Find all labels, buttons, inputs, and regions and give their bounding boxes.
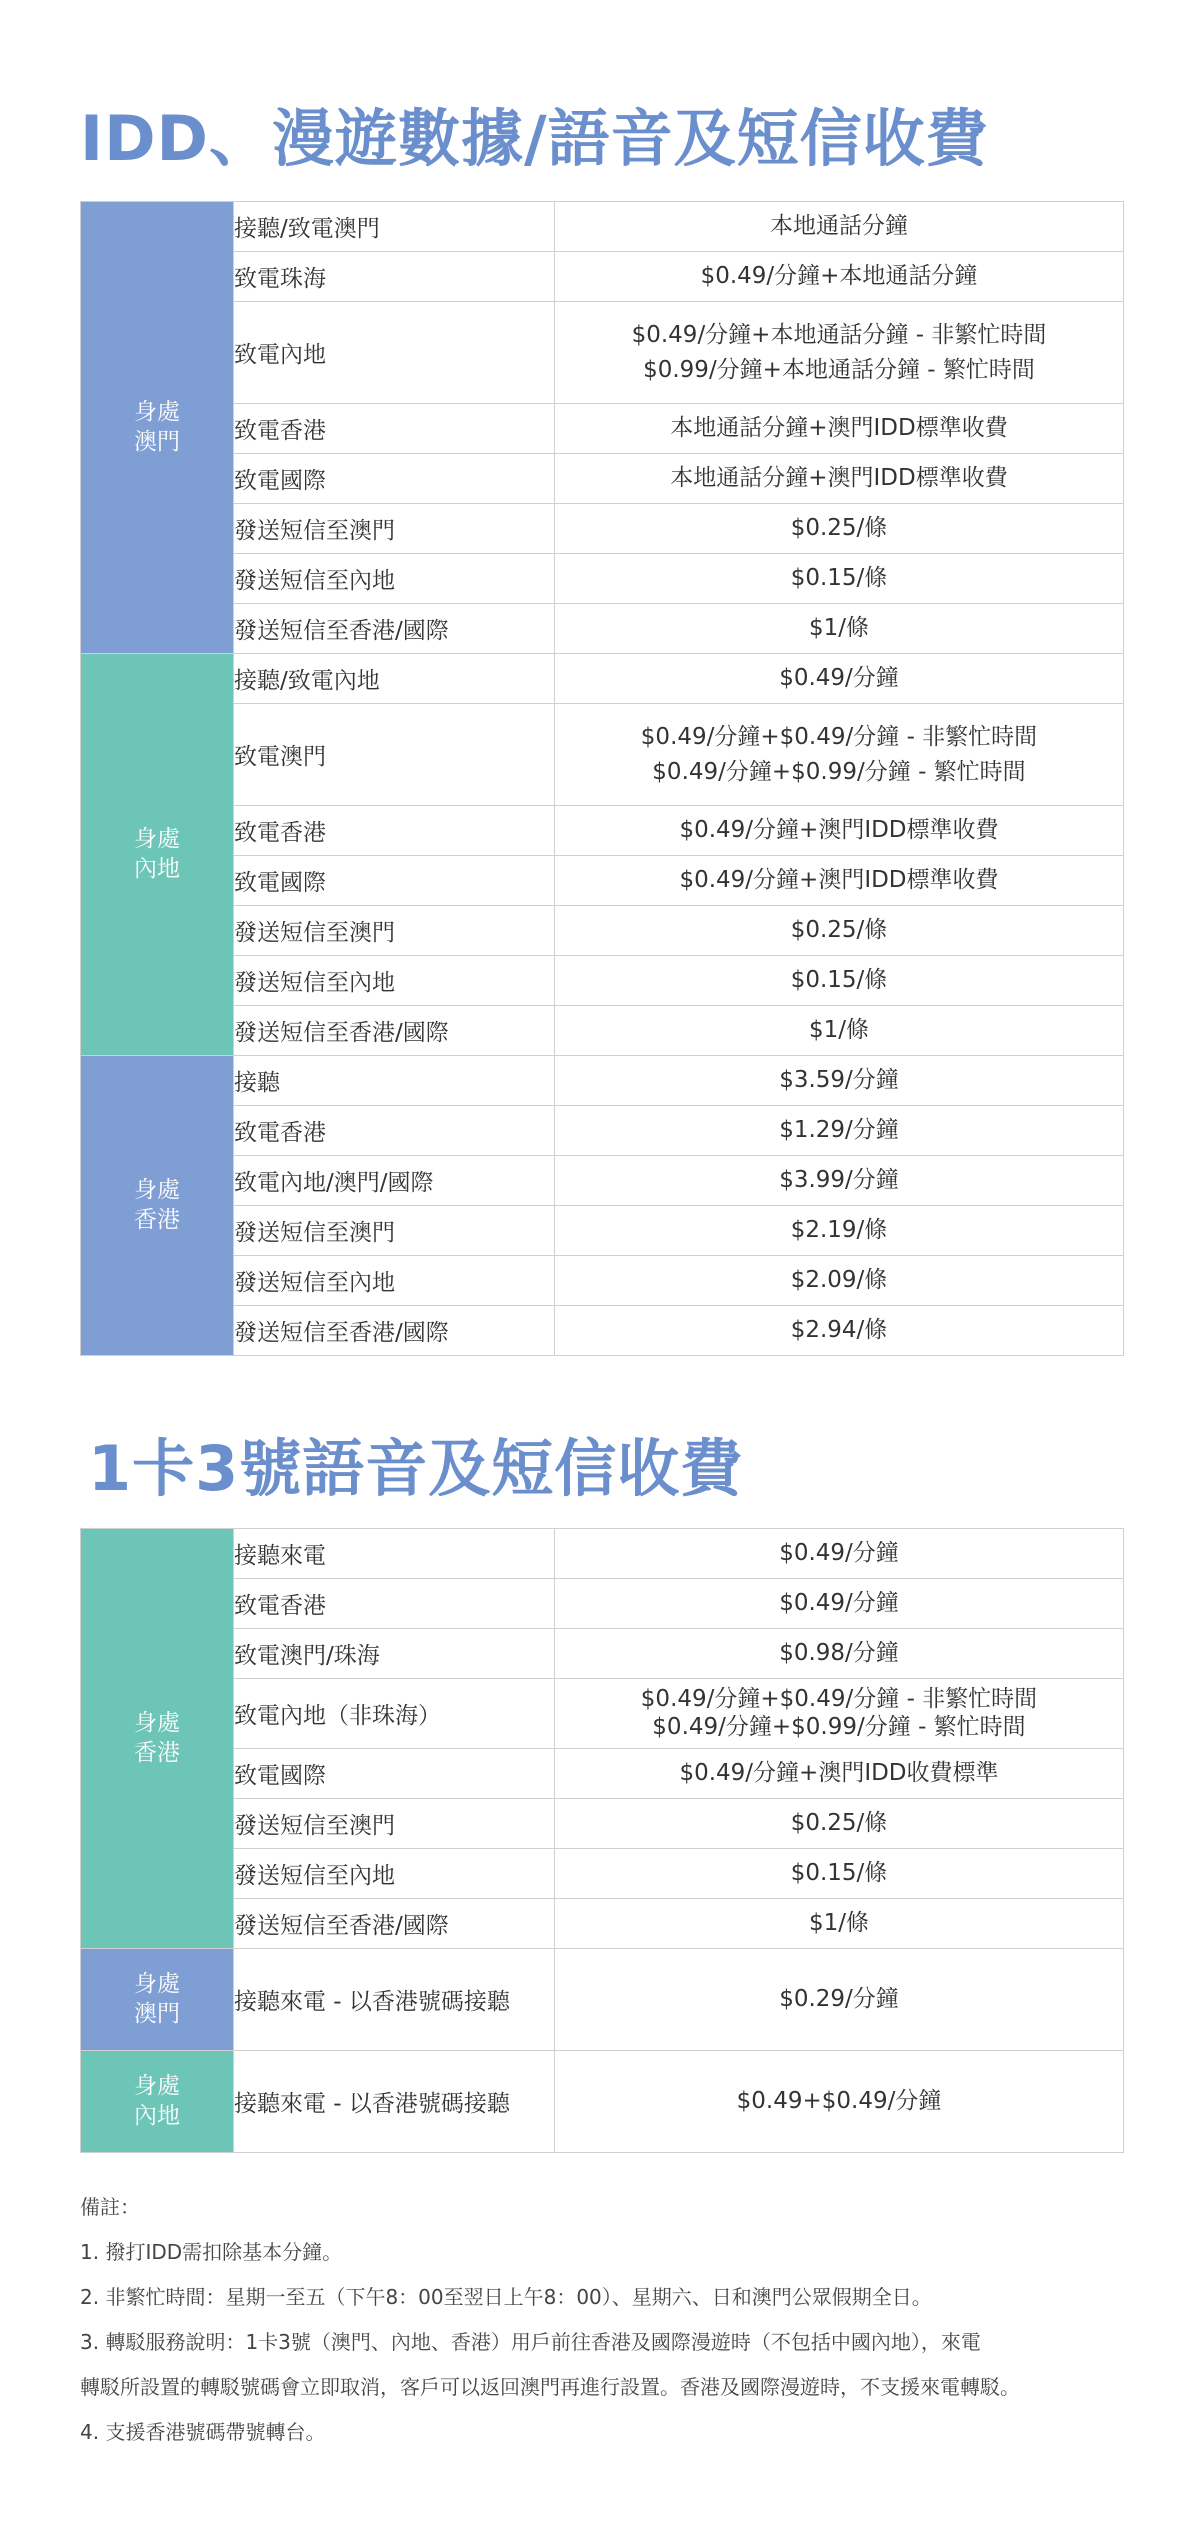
- rate-value: [555, 1799, 1124, 1849]
- rate-value: [555, 1579, 1124, 1629]
- service-item: 發送短信至澳門: [234, 1799, 555, 1849]
- rate-value: [555, 1056, 1124, 1106]
- note-line: 1. 撥打IDD需扣除基本分鐘。: [80, 2240, 343, 2264]
- rate-line: $2.19/條: [790, 1217, 888, 1244]
- rate-line: $0.25/條: [790, 1810, 888, 1837]
- rate-line: $0.15/條: [790, 967, 888, 994]
- rate-value: [555, 454, 1124, 504]
- rate-value: [555, 202, 1124, 252]
- rate-line: $0.98/分鐘: [779, 1640, 899, 1667]
- rate-value: [555, 1849, 1124, 1899]
- rate-row: [81, 604, 1124, 654]
- rate-value: [555, 302, 1124, 404]
- rate-value: [555, 1679, 1124, 1749]
- rate-value: [555, 906, 1124, 956]
- rate-row: [81, 1256, 1124, 1306]
- rate-line: $1/條: [808, 1910, 869, 1937]
- service-item: 接聽來電 - 以香港號碼接聽: [234, 1949, 555, 2051]
- service-item: 致電內地/澳門/國際: [234, 1156, 555, 1206]
- rate-line: $0.49/分鐘+$0.99/分鐘 - 繁忙時間: [652, 758, 1026, 785]
- rate-value: [555, 404, 1124, 454]
- service-item: 發送短信至內地: [234, 1849, 555, 1899]
- service-item: 致電內地: [234, 302, 555, 404]
- rate-row: [81, 1579, 1124, 1629]
- service-item: 致電珠海: [234, 252, 555, 302]
- rate-line: $0.49/分鐘+本地通話分鐘: [700, 263, 978, 290]
- rate-value: [555, 1206, 1124, 1256]
- section-title-idd-roaming: IDD、漫遊數據/語音及短信收費: [80, 102, 989, 175]
- service-item: 致電內地（非珠海）: [234, 1679, 555, 1749]
- rate-row: [81, 1799, 1124, 1849]
- rate-line: $2.09/條: [790, 1267, 888, 1294]
- rate-value: [555, 704, 1124, 806]
- rate-line: $0.15/條: [790, 565, 888, 592]
- rate-line: $3.59/分鐘: [779, 1067, 899, 1094]
- region-label: 身處 澳門: [81, 202, 234, 654]
- rate-row: [81, 252, 1124, 302]
- rate-line: $0.49/分鐘+澳門IDD標準收費: [679, 817, 999, 844]
- rate-value: [555, 1529, 1124, 1579]
- rate-line: $0.15/條: [790, 1860, 888, 1887]
- rate-line: $0.25/條: [790, 917, 888, 944]
- service-item: 發送短信至澳門: [234, 1206, 555, 1256]
- rate-value: [555, 654, 1124, 704]
- service-item: 接聽來電 - 以香港號碼接聽: [234, 2051, 555, 2153]
- rate-row: [81, 654, 1124, 704]
- rate-value: [555, 1106, 1124, 1156]
- section-title-1card3numbers: 1卡3號語音及短信收費: [88, 1432, 744, 1505]
- rate-row: [81, 956, 1124, 1006]
- service-item: 發送短信至內地: [234, 554, 555, 604]
- service-item: 致電香港: [234, 806, 555, 856]
- service-item: 致電香港: [234, 404, 555, 454]
- rate-row: [81, 1156, 1124, 1206]
- rate-row: [81, 1849, 1124, 1899]
- service-item: 接聽/致電澳門: [234, 202, 555, 252]
- rate-value: [555, 2051, 1124, 2153]
- rate-row: [81, 1679, 1124, 1749]
- region-label: 身處 澳門: [81, 1949, 234, 2051]
- notes: [80, 2185, 1140, 2455]
- note-line: 2. 非繁忙時間：星期一至五（下午8：00至翌日上午8：00）、星期六、日和澳門公眾假期全日。: [80, 2285, 932, 2309]
- rate-value: [555, 504, 1124, 554]
- rate-line: $0.49/分鐘+$0.49/分鐘 - 非繁忙時間: [640, 1685, 1038, 1712]
- rate-row: [81, 454, 1124, 504]
- rate-row: [81, 302, 1124, 404]
- rate-row: [81, 1056, 1124, 1106]
- rate-row: [81, 2051, 1124, 2153]
- service-item: 致電國際: [234, 856, 555, 906]
- rate-line: $0.49/分鐘+澳門IDD收費標準: [679, 1760, 999, 1787]
- note-line: 轉駁所設置的轉駁號碼會立即取消，客戶可以返回澳門再進行設置。香港及國際漫遊時，不支援來電轉駁。: [80, 2375, 1020, 2399]
- rate-value: [555, 806, 1124, 856]
- region-label: 身處 香港: [81, 1529, 234, 1949]
- service-item: 致電國際: [234, 454, 555, 504]
- service-item: 接聽/致電內地: [234, 654, 555, 704]
- notes-heading: 備註：: [80, 2195, 140, 2219]
- service-item: 發送短信至內地: [234, 956, 555, 1006]
- service-item: 致電澳門/珠海: [234, 1629, 555, 1679]
- rate-row: [81, 504, 1124, 554]
- rate-line: 本地通話分鐘: [770, 213, 908, 240]
- rate-line: $1.29/分鐘: [779, 1117, 899, 1144]
- rate-row: [81, 1106, 1124, 1156]
- rate-line: $0.49/分鐘+$0.99/分鐘 - 繁忙時間: [652, 1713, 1026, 1740]
- rate-row: [81, 554, 1124, 604]
- rate-line: $0.49+$0.49/分鐘: [736, 2088, 942, 2115]
- service-item: 發送短信至內地: [234, 1256, 555, 1306]
- service-item: 發送短信至香港/國際: [234, 604, 555, 654]
- rate-line: $0.99/分鐘+本地通話分鐘 - 繁忙時間: [643, 356, 1035, 383]
- service-item: 發送短信至澳門: [234, 906, 555, 956]
- rate-row: [81, 856, 1124, 906]
- rate-value: [555, 252, 1124, 302]
- service-item: 發送短信至香港/國際: [234, 1306, 555, 1356]
- rate-value: [555, 1256, 1124, 1306]
- service-item: 發送短信至香港/國際: [234, 1006, 555, 1056]
- service-item: 致電國際: [234, 1749, 555, 1799]
- service-item: 接聽來電: [234, 1529, 555, 1579]
- rate-line: $0.49/分鐘: [779, 1590, 899, 1617]
- rate-row: [81, 1949, 1124, 2051]
- service-item: 發送短信至澳門: [234, 504, 555, 554]
- rate-row: [81, 1006, 1124, 1056]
- idd-roaming-rates-table: [80, 201, 1124, 1356]
- rate-value: [555, 604, 1124, 654]
- rate-row: [81, 404, 1124, 454]
- rate-row: [81, 1629, 1124, 1679]
- rate-line: $0.29/分鐘: [779, 1986, 899, 2013]
- rate-line: $0.49/分鐘+$0.49/分鐘 - 非繁忙時間: [640, 724, 1038, 750]
- rate-value: [555, 1306, 1124, 1356]
- rate-row: [81, 1206, 1124, 1256]
- rate-value: [555, 956, 1124, 1006]
- rate-value: [555, 554, 1124, 604]
- rate-value: [555, 1006, 1124, 1056]
- rate-row: [81, 1529, 1124, 1579]
- rate-value: [555, 856, 1124, 906]
- rate-row: [81, 1306, 1124, 1356]
- rate-line: $0.25/條: [790, 515, 888, 542]
- service-item: 致電香港: [234, 1579, 555, 1629]
- service-item: 發送短信至香港/國際: [234, 1899, 555, 1949]
- rate-line: $0.49/分鐘: [779, 665, 899, 692]
- note-line: 3. 轉駁服務說明：1卡3號（澳門、內地、香港）用戶前往香港及國際漫遊時（不包括中國內地），來電: [80, 2330, 981, 2354]
- rate-line: $1/條: [808, 615, 869, 642]
- rate-row: [81, 202, 1124, 252]
- rate-line: 本地通話分鐘+澳門IDD標準收費: [670, 415, 1008, 442]
- rate-line: $0.49/分鐘: [779, 1540, 899, 1567]
- rate-row: [81, 906, 1124, 956]
- note-line: 4. 支援香港號碼帶號轉台。: [80, 2420, 326, 2444]
- rate-value: [555, 1949, 1124, 2051]
- rate-line: $3.99/分鐘: [779, 1167, 899, 1194]
- service-item: 致電澳門: [234, 704, 555, 806]
- region-label: 身處 內地: [81, 654, 234, 1056]
- rate-value: [555, 1899, 1124, 1949]
- rate-line: $0.49/分鐘+澳門IDD標準收費: [679, 867, 999, 894]
- rate-line: 本地通話分鐘+澳門IDD標準收費: [670, 465, 1008, 492]
- region-label: 身處 香港: [81, 1056, 234, 1356]
- rate-value: [555, 1629, 1124, 1679]
- service-item: 接聽: [234, 1056, 555, 1106]
- rate-line: $1/條: [808, 1017, 869, 1044]
- rate-line: $2.94/條: [790, 1317, 888, 1344]
- rate-line: $0.49/分鐘+本地通話分鐘 - 非繁忙時間: [631, 322, 1047, 348]
- region-label: 身處 內地: [81, 2051, 234, 2153]
- service-item: 致電香港: [234, 1106, 555, 1156]
- rate-value: [555, 1749, 1124, 1799]
- rate-value: [555, 1156, 1124, 1206]
- 1card3numbers-rates-table: [80, 1528, 1124, 2153]
- rate-row: [81, 1749, 1124, 1799]
- rate-row: [81, 704, 1124, 806]
- rate-row: [81, 806, 1124, 856]
- rate-row: [81, 1899, 1124, 1949]
